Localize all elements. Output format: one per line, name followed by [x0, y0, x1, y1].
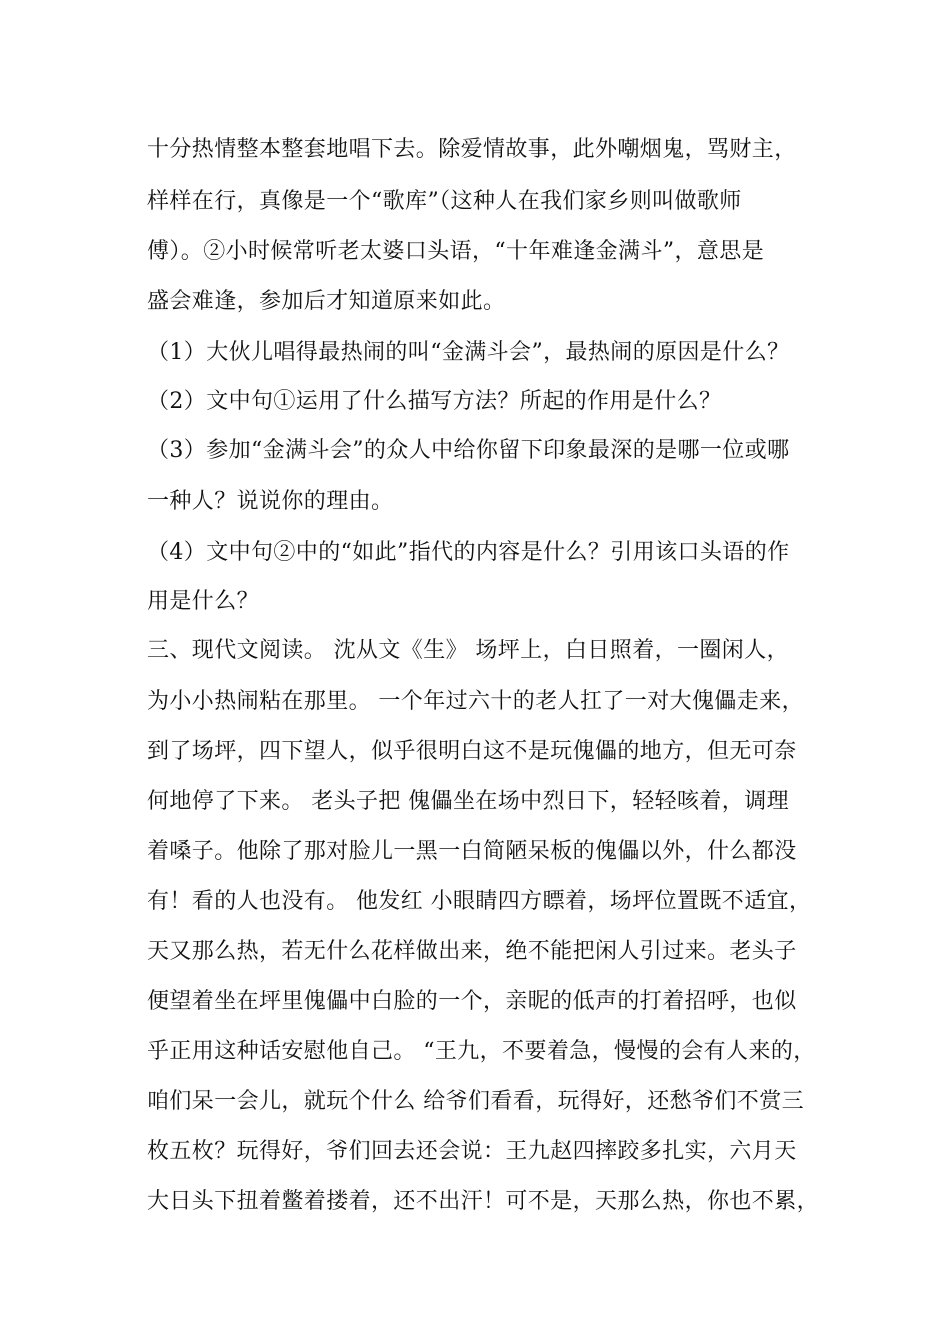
- text-line: 到了场坪，四下望人，似乎很明白这不是玩傀儡的地方，但无可奈: [147, 739, 797, 764]
- text-line: 为小小热闹粘在那里。 一个年过六十的老人扛了一对大傀儡走来，: [147, 689, 804, 714]
- text-line: 乎正用这种话安慰他自己。 “王九，不要着急，慢慢的会有人来的，: [147, 1039, 816, 1064]
- question-2: （2）文中句①运用了什么描写方法？所起的作用是什么？: [147, 389, 722, 414]
- question-3: （3）参加“金满斗会”的众人中给你留下印象最深的是哪一位或哪: [147, 438, 790, 463]
- section-heading: 三、现代文阅读。 沈从文《生》 场坪上，白日照着，一圈闲人，: [147, 638, 789, 663]
- text-line: 咱们呆一会儿，就玩个什么 给爷们看看，玩得好，还愁爷们不赏三: [147, 1089, 804, 1114]
- text-line: 天又那么热，若无什么花样做出来，绝不能把闲人引过来。老头子: [147, 939, 797, 964]
- text-line: 有！看的人也没有。 他发红 小眼睛四方瞟着，场坪位置既不适宜，: [147, 889, 812, 914]
- text-line: 枚五枚？玩得好，爷们回去还会说：王九赵四摔跤多扎实，六月天: [147, 1139, 797, 1164]
- text-line: 大日头下扭着鳖着搂着，还不出汗！可不是，天那么热，你也不累，: [147, 1189, 820, 1214]
- text-line: 盛会难逢，参加后才知道原来如此。: [147, 289, 506, 314]
- text-line: 用是什么？: [147, 589, 260, 614]
- question-4: （4）文中句②中的“如此”指代的内容是什么？引用该口头语的作: [147, 540, 790, 565]
- text-line: 样样在行，真像是一个“歌库”（这种人在我们家乡则叫做歌师: [147, 189, 742, 214]
- text-line: 着嗓子。他除了那对脸儿一黑一白简陋呆板的傀儡以外，什么都没: [147, 839, 797, 864]
- text-line: 一种人？说说你的理由。: [147, 489, 394, 514]
- text-line: 十分热情整本整套地唱下去。除爱情故事，此外嘲烟鬼，骂财主，: [147, 137, 797, 162]
- text-line: 便望着坐在坪里傀儡中白脸的一个，亲昵的低声的打着招呼，也似: [147, 989, 797, 1014]
- text-line: 傅）。②小时候常听老太婆口头语，“十年难逢金满斗”，意思是: [147, 239, 765, 264]
- question-1: （1）大伙儿唱得最热闹的叫“金满斗会”，最热闹的原因是什么？: [147, 340, 790, 365]
- text-line: 何地停了下来。 老头子把 傀儡坐在场中烈日下，轻轻咳着，调理: [147, 789, 789, 814]
